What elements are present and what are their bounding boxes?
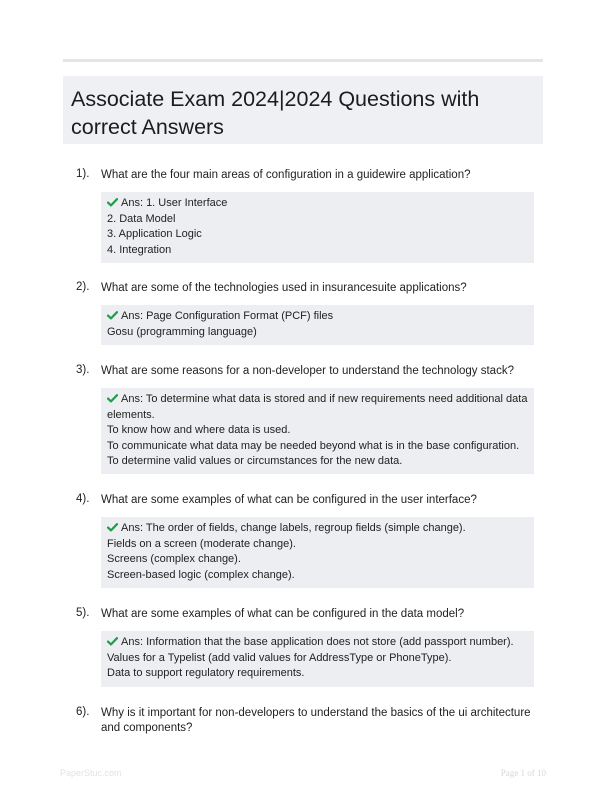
- question-number: 3).: [76, 364, 90, 376]
- question-number: 2).: [76, 281, 90, 293]
- title-banner: [63, 76, 543, 144]
- page-title: Associate Exam 2024|2024 Questions with correct Answers: [71, 87, 480, 139]
- answer-box: [101, 631, 534, 687]
- answer-line: Ans: To determine what data is stored and if new requirements need additional data elements.: [107, 393, 528, 422]
- answer-line: Ans: Information that the base application does not store (add passport number).: [107, 635, 528, 651]
- question-text: What are some of the technologies used in insurancesuite applications?: [101, 282, 467, 294]
- answer-line: To know how and where data is used.: [107, 424, 291, 437]
- answer-line: Data to support regulatory requirements.: [107, 667, 305, 680]
- question-text: Why is it important for non-developers to understand the basics of the ui architecture and components?: [101, 707, 531, 734]
- answer-line: 2. Data Model: [107, 213, 176, 226]
- answer-line: 4. Integration: [107, 243, 172, 256]
- footer-watermark: PaperStuc.com: [60, 768, 122, 778]
- answer-line: To determine valid values or circumstances for the new data.: [107, 454, 403, 467]
- question-number: 5).: [76, 607, 90, 619]
- answer-box: [101, 517, 534, 588]
- check-icon: [107, 393, 118, 408]
- answer-line: Ans: Page Configuration Format (PCF) files: [107, 309, 528, 325]
- answer-line: Fields on a screen (moderate change).: [107, 538, 296, 551]
- answer-box: [101, 192, 534, 263]
- answer-line: Screens (complex change).: [107, 553, 241, 566]
- answer-box: [101, 388, 534, 474]
- page-number: Page 1 of 10: [500, 768, 546, 778]
- question-number: 6).: [76, 706, 90, 718]
- check-icon: [107, 522, 118, 537]
- question-number: 4).: [76, 493, 90, 505]
- answer-line: 3. Application Logic: [107, 228, 202, 241]
- answer-line: To communicate what data may be needed beyond what is in the base configuration.: [107, 439, 520, 452]
- question-text: What are some reasons for a non-developer to understand the technology stack?: [101, 365, 514, 377]
- question-text: What are some examples of what can be configured in the data model?: [101, 608, 465, 620]
- check-icon: [107, 636, 118, 651]
- question-number: 1).: [76, 168, 90, 180]
- answer-line: Values for a Typelist (add valid values for AddressType or PhoneType).: [107, 652, 452, 665]
- question-text: What are the four main areas of configuration in a guidewire application?: [101, 169, 471, 181]
- answer-line: Ans: 1. User Interface: [107, 196, 528, 212]
- question-text: What are some examples of what can be configured in the user interface?: [101, 494, 477, 506]
- answer-line: Gosu (programming language): [107, 326, 257, 339]
- check-icon: [107, 197, 118, 212]
- answer-box: [101, 305, 534, 345]
- top-divider: [63, 59, 543, 62]
- check-icon: [107, 310, 118, 325]
- answer-line: Screen-based logic (complex change).: [107, 568, 295, 581]
- answer-line: Ans: The order of fields, change labels, regroup fields (simple change).: [107, 521, 528, 537]
